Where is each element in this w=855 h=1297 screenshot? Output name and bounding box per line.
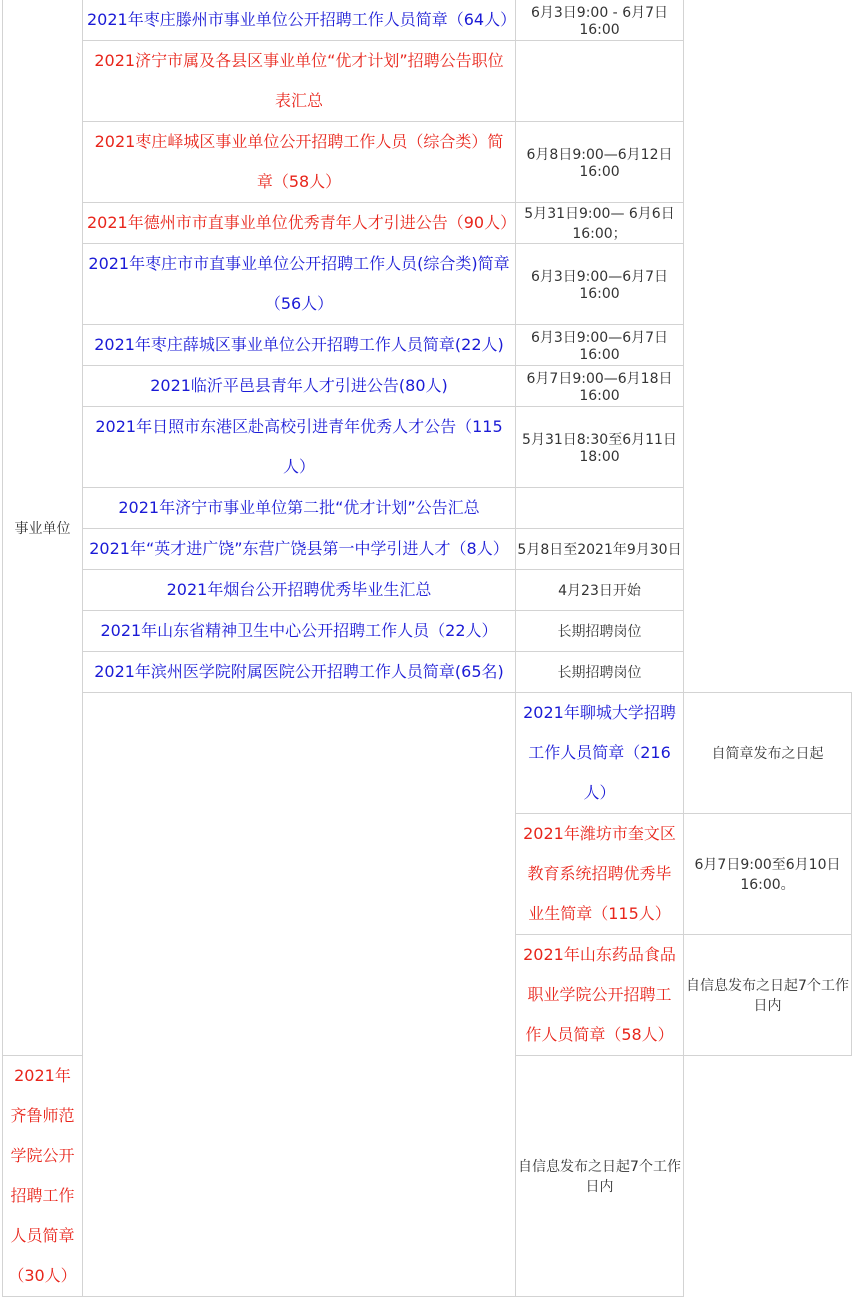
job-link[interactable]: 2021年烟台公开招聘优秀毕业生汇总 (166, 580, 432, 599)
time-text: 6月7日9:00—6月18日16:00 (526, 371, 673, 404)
job-link[interactable]: 2021枣庄峄城区事业单位公开招聘工作人员（综合类）简章（58人） (94, 132, 504, 191)
job-link[interactable]: 2021年日照市东港区赴高校引进青年优秀人才公告（115人） (95, 417, 503, 476)
table-cell-title (516, 693, 684, 814)
table-cell-title (83, 325, 516, 366)
table-cell-title (83, 570, 516, 611)
time-text: 5月8日至2021年9月30日 (517, 542, 682, 558)
table-cell-title (83, 652, 516, 693)
category-label: 事业单位 (14, 520, 71, 537)
time-text: 5月31日8:30至6月11日18:00 (522, 432, 677, 465)
table-cell-time (684, 693, 852, 814)
table-cell-time (516, 570, 684, 611)
time-text: 6月3日9:00—6月7日16:00 (530, 330, 669, 363)
table-cell-title (3, 1056, 83, 1297)
table-cell-time (516, 611, 684, 652)
recruitment-table (2, 0, 852, 1297)
table-cell-title (83, 203, 516, 244)
job-link[interactable]: 2021年滨州医学院附属医院公开招聘工作人员简章(65名) (94, 662, 504, 681)
table-cell-title (83, 407, 516, 488)
time-text: 6月8日9:00—6月12日16:00 (526, 147, 673, 180)
table-cell-time (684, 814, 852, 935)
job-link[interactable]: 2021年潍坊市奎文区教育系统招聘优秀毕业生简章（115人） (523, 824, 676, 923)
table-cell-title (83, 244, 516, 325)
table-cell-time (516, 1056, 684, 1297)
table-cell-title (83, 366, 516, 407)
table-cell-title (83, 611, 516, 652)
table-cell-time (516, 488, 684, 529)
table-cell-title (83, 41, 516, 122)
job-link[interactable]: 2021济宁市属及各县区事业单位“优才计划”招聘公告职位表汇总 (94, 51, 504, 110)
job-link[interactable]: 2021年山东药品食品职业学院公开招聘工作人员简章（58人） (523, 945, 676, 1044)
job-link[interactable]: 2021年德州市市直事业单位优秀青年人才引进公告（90人） (87, 213, 517, 232)
table-cell-title (516, 814, 684, 935)
table-cell-title (83, 122, 516, 203)
job-link[interactable]: 2021年“英才进广饶”东营广饶县第一中学引进人才（8人） (89, 539, 509, 558)
table-cell-time (516, 407, 684, 488)
table-cell-time (516, 652, 684, 693)
category-cell-second (83, 693, 516, 1297)
category-cell-shiye (3, 0, 83, 1056)
job-link[interactable]: 2021年济宁市事业单位第二批“优才计划”公告汇总 (118, 498, 480, 517)
time-text: 自信息发布之日起7个工作日内 (686, 978, 849, 1014)
job-link[interactable]: 2021年齐鲁师范学院公开招聘工作人员简章（30人） (8, 1066, 77, 1285)
time-text: 长期招聘岗位 (557, 624, 642, 640)
table-cell-time (516, 366, 684, 407)
table-cell-time (684, 935, 852, 1056)
time-text: 自信息发布之日起7个工作日内 (518, 1159, 681, 1195)
time-text: 自简章发布之日起 (711, 746, 824, 762)
time-text: 5月31日9:00— 6月6日16:00； (524, 206, 675, 242)
time-text: 6月7日9:00至6月10日16:00。 (694, 857, 841, 893)
table-cell-time (516, 325, 684, 366)
table-cell-title (516, 935, 684, 1056)
table-cell-time (516, 244, 684, 325)
table-cell-time (516, 0, 684, 41)
job-link[interactable]: 2021年枣庄市市直事业单位公开招聘工作人员(综合类)简章（56人） (88, 254, 510, 313)
job-link[interactable]: 2021年枣庄薛城区事业单位公开招聘工作人员简章(22人) (94, 335, 504, 354)
table-cell-time (516, 122, 684, 203)
table-cell-title (83, 488, 516, 529)
job-link[interactable]: 2021年枣庄滕州市事业单位公开招聘工作人员简章（64人） (87, 10, 517, 29)
table-cell-title (83, 0, 516, 41)
table-cell-time (516, 529, 684, 570)
time-text: 4月23日开始 (558, 583, 641, 599)
table-cell-time (516, 203, 684, 244)
time-text: 6月3日9:00—6月7日16:00 (530, 269, 669, 302)
job-link[interactable]: 2021临沂平邑县青年人才引进公告(80人) (150, 376, 448, 395)
job-link[interactable]: 2021年聊城大学招聘工作人员简章（216人） (523, 703, 676, 802)
time-text: 长期招聘岗位 (557, 665, 642, 681)
table-cell-title (83, 529, 516, 570)
job-link[interactable]: 2021年山东省精神卫生中心公开招聘工作人员（22人） (100, 621, 498, 640)
time-text: 6月3日9:00 - 6月7日16:00 (530, 5, 669, 38)
table-cell-time (516, 41, 684, 122)
